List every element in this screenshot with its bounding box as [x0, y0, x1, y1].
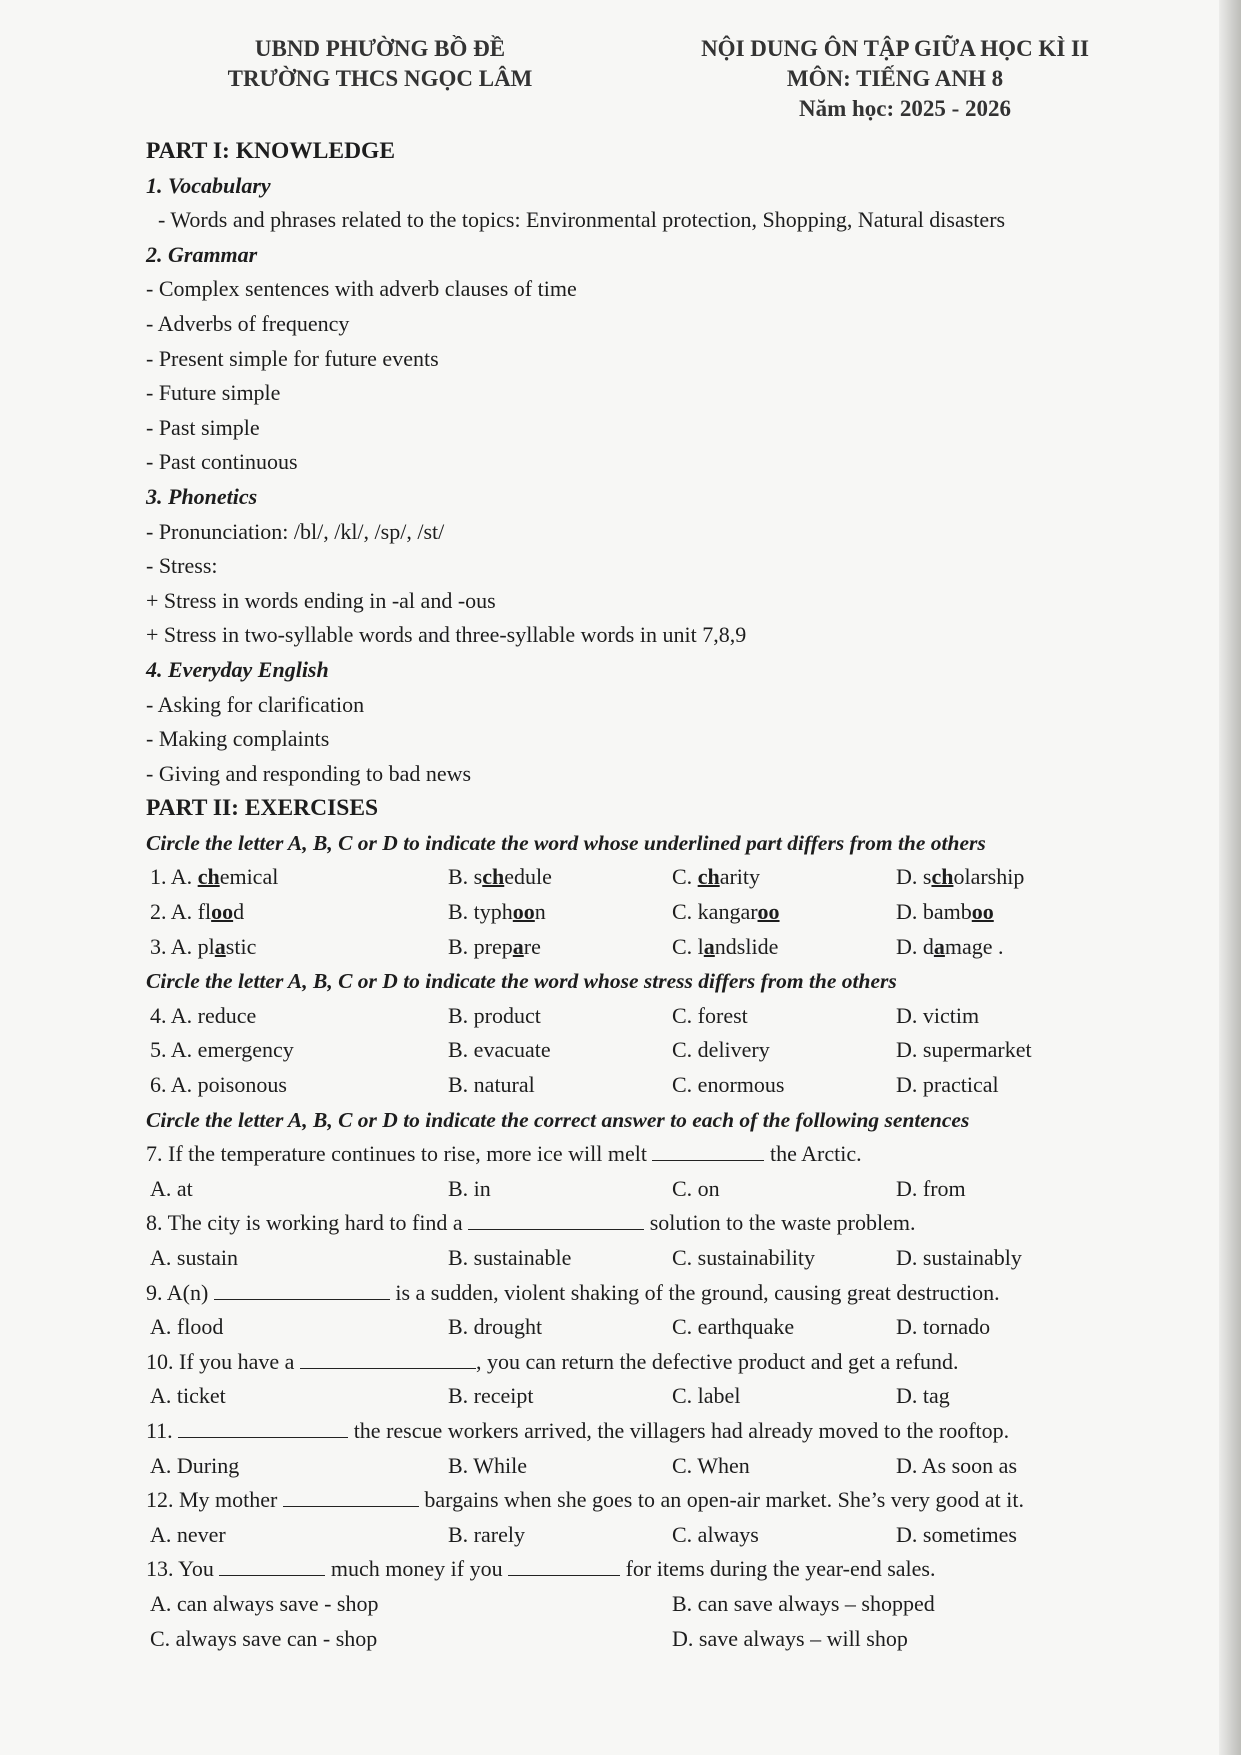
document-body	[146, 134, 1136, 1656]
option-c[interactable]: C. sustainability	[672, 1245, 815, 1270]
option-c[interactable]: C. label	[672, 1383, 741, 1409]
option-b[interactable]: B. in	[448, 1175, 491, 1201]
option-c[interactable]: C. on	[672, 1175, 720, 1201]
option-c[interactable]: C. earthquake	[672, 1314, 795, 1340]
question-options	[146, 1518, 1136, 1553]
option-a[interactable]: 5. A. emergency	[150, 1037, 294, 1063]
grammar-title: 2. Grammar	[146, 241, 258, 267]
question-stem: 7. If the temperature continues to rise, more ice will melt the Arctic.	[146, 1137, 1136, 1172]
option-d[interactable]: D. save always – will shop	[672, 1625, 908, 1651]
option-c[interactable]: C. always save can - shop	[150, 1625, 378, 1651]
subject-name: MÔN: TIẾNG ANH 8	[786, 66, 1004, 91]
option-c[interactable]: C. enormous	[672, 1072, 785, 1098]
option-b[interactable]: B. schedule	[448, 864, 552, 890]
option-a[interactable]: A. flood	[150, 1314, 224, 1340]
option-b[interactable]: B. drought	[448, 1314, 543, 1340]
grammar-item: - Past simple	[146, 414, 260, 440]
question-options	[146, 1449, 1136, 1484]
grammar-item: - Adverbs of frequency	[146, 310, 350, 336]
option-d[interactable]: D. bamboo	[896, 899, 994, 925]
ward-name: UBND PHƯỜNG BỒ ĐỀ	[254, 36, 506, 61]
question-stem: 11. the rescue workers arrived, the villagers had already moved to the rooftop.	[146, 1414, 1136, 1449]
question-stem: 10. If you have a , you can return the defective product and get a refund.	[146, 1345, 1136, 1380]
option-d[interactable]: D. tornado	[896, 1314, 991, 1340]
option-b[interactable]: B. typhoon	[448, 899, 546, 925]
option-d[interactable]: D. tag	[896, 1383, 950, 1409]
question-stem: 13. You much money if you for items during the year-end sales.	[146, 1552, 1136, 1587]
phonetics-item: + Stress in two-syllable words and three-syllable words in unit 7,8,9	[146, 622, 747, 648]
option-c[interactable]: C. forest	[672, 1002, 748, 1028]
question-stem: 12. My mother bargains when she goes to an open-air market. She’s very good at it.	[146, 1483, 1136, 1518]
grammar-item: - Present simple for future events	[146, 345, 439, 371]
school-name: TRƯỜNG THCS NGỌC LÂM	[227, 66, 533, 91]
option-b[interactable]: B. prepare	[448, 933, 541, 959]
option-a[interactable]: A. sustain	[150, 1245, 238, 1270]
everyday-english-title: 4. Everyday English	[146, 656, 329, 682]
option-a[interactable]: 2. A. flood	[150, 899, 245, 925]
question-row	[146, 1033, 1136, 1068]
option-c[interactable]: C. landslide	[672, 933, 779, 959]
exam-header	[660, 34, 1130, 124]
answer-blank[interactable]	[283, 1484, 419, 1507]
answer-blank[interactable]	[508, 1553, 620, 1576]
question-row	[146, 895, 1136, 930]
answer-blank[interactable]	[468, 1207, 644, 1230]
grammar-item: - Complex sentences with adverb clauses of time	[146, 276, 577, 302]
question-stem: 8. The city is working hard to find a solution to the waste problem.	[146, 1206, 1136, 1241]
instruction-stress: Circle the letter A, B, C or D to indicate the word whose stress differs from the others	[146, 969, 897, 994]
option-b[interactable]: B. rarely	[448, 1521, 525, 1547]
question-options	[146, 1587, 1136, 1622]
option-b[interactable]: B. receipt	[448, 1383, 534, 1409]
question-options	[146, 1310, 1136, 1345]
everyday-english-item: - Making complaints	[146, 726, 330, 752]
option-b[interactable]: B. natural	[448, 1072, 535, 1098]
question-row	[146, 860, 1136, 895]
option-c[interactable]: C. kangaroo	[672, 899, 780, 925]
option-d[interactable]: D. damage .	[896, 933, 1004, 959]
answer-blank[interactable]	[214, 1277, 390, 1300]
question-row	[146, 1068, 1136, 1103]
vocab-item: - Words and phrases related to the topics: Environmental protection, Shopping, Natural disasters	[158, 207, 1006, 233]
option-a[interactable]: A. never	[150, 1521, 226, 1547]
option-a[interactable]: A. ticket	[150, 1383, 226, 1409]
option-d[interactable]: D. As soon as	[896, 1452, 1018, 1478]
part2-title: PART II: EXERCISES	[146, 795, 379, 822]
option-b[interactable]: B. product	[448, 1002, 541, 1028]
option-a[interactable]: A. During	[150, 1452, 240, 1478]
option-a[interactable]: 1. A. chemical	[150, 864, 279, 890]
phonetics-title: 3. Phonetics	[146, 483, 258, 509]
option-d[interactable]: D. sometimes	[896, 1521, 1017, 1547]
school-header	[190, 34, 570, 94]
option-c[interactable]: C. delivery	[672, 1037, 770, 1063]
question-options	[146, 1241, 1136, 1276]
option-d[interactable]: D. supermarket	[896, 1037, 1032, 1063]
answer-blank[interactable]	[178, 1415, 348, 1438]
option-d[interactable]: D. victim	[896, 1002, 980, 1028]
question-options	[146, 1622, 1136, 1657]
instruction-pronunciation: Circle the letter A, B, C or D to indicate the word whose underlined part differs from the others	[146, 830, 986, 855]
school-year: Năm học: 2025 - 2026	[798, 96, 1012, 121]
phonetics-item: - Stress:	[146, 553, 218, 579]
option-b[interactable]: B. sustainable	[448, 1245, 572, 1270]
option-c[interactable]: C. always	[672, 1521, 759, 1547]
question-row	[146, 930, 1136, 965]
question-row	[146, 999, 1136, 1034]
answer-blank[interactable]	[652, 1138, 764, 1161]
option-b[interactable]: B. evacuate	[448, 1037, 551, 1063]
grammar-item: - Future simple	[146, 380, 281, 406]
option-a[interactable]: 3. A. plastic	[150, 933, 257, 959]
option-a[interactable]: 6. A. poisonous	[150, 1072, 287, 1098]
everyday-english-item: - Asking for clarification	[146, 691, 365, 717]
option-b[interactable]: B. can save always – shopped	[672, 1590, 935, 1616]
instruction-multiple-choice: Circle the letter A, B, C or D to indicate the correct answer to each of the following sentences	[146, 1107, 970, 1132]
option-d[interactable]: D. practical	[896, 1072, 999, 1098]
option-d[interactable]: D. from	[896, 1175, 966, 1201]
option-d[interactable]: D. sustainably	[896, 1245, 1022, 1270]
option-a[interactable]: A. at	[150, 1175, 193, 1201]
phonetics-item: - Pronunciation: /bl/, /kl/, /sp/, /st/	[146, 518, 445, 544]
option-d[interactable]: D. scholarship	[896, 864, 1025, 890]
option-c[interactable]: C. When	[672, 1452, 750, 1478]
option-c[interactable]: C. charity	[672, 864, 761, 890]
question-options	[146, 1172, 1136, 1207]
vocab-title: 1. Vocabulary	[146, 172, 271, 198]
question-options	[146, 1379, 1136, 1414]
answer-blank[interactable]	[300, 1346, 476, 1369]
everyday-english-item: - Giving and responding to bad news	[146, 760, 472, 786]
grammar-item: - Past continuous	[146, 449, 298, 475]
question-stem: 9. A(n) is a sudden, violent shaking of the ground, causing great destruction.	[146, 1276, 1136, 1311]
option-a[interactable]: A. can always save - shop	[150, 1590, 379, 1616]
phonetics-item: + Stress in words ending in -al and -ous	[146, 587, 496, 613]
option-a[interactable]: 4. A. reduce	[150, 1002, 257, 1028]
page-edge-shadow	[1219, 0, 1241, 1755]
option-b[interactable]: B. While	[448, 1452, 528, 1478]
exam-title: NỘI DUNG ÔN TẬP GIỮA HỌC KÌ II	[701, 36, 1089, 61]
answer-blank[interactable]	[219, 1553, 325, 1576]
part1-title: PART I: KNOWLEDGE	[146, 138, 395, 164]
